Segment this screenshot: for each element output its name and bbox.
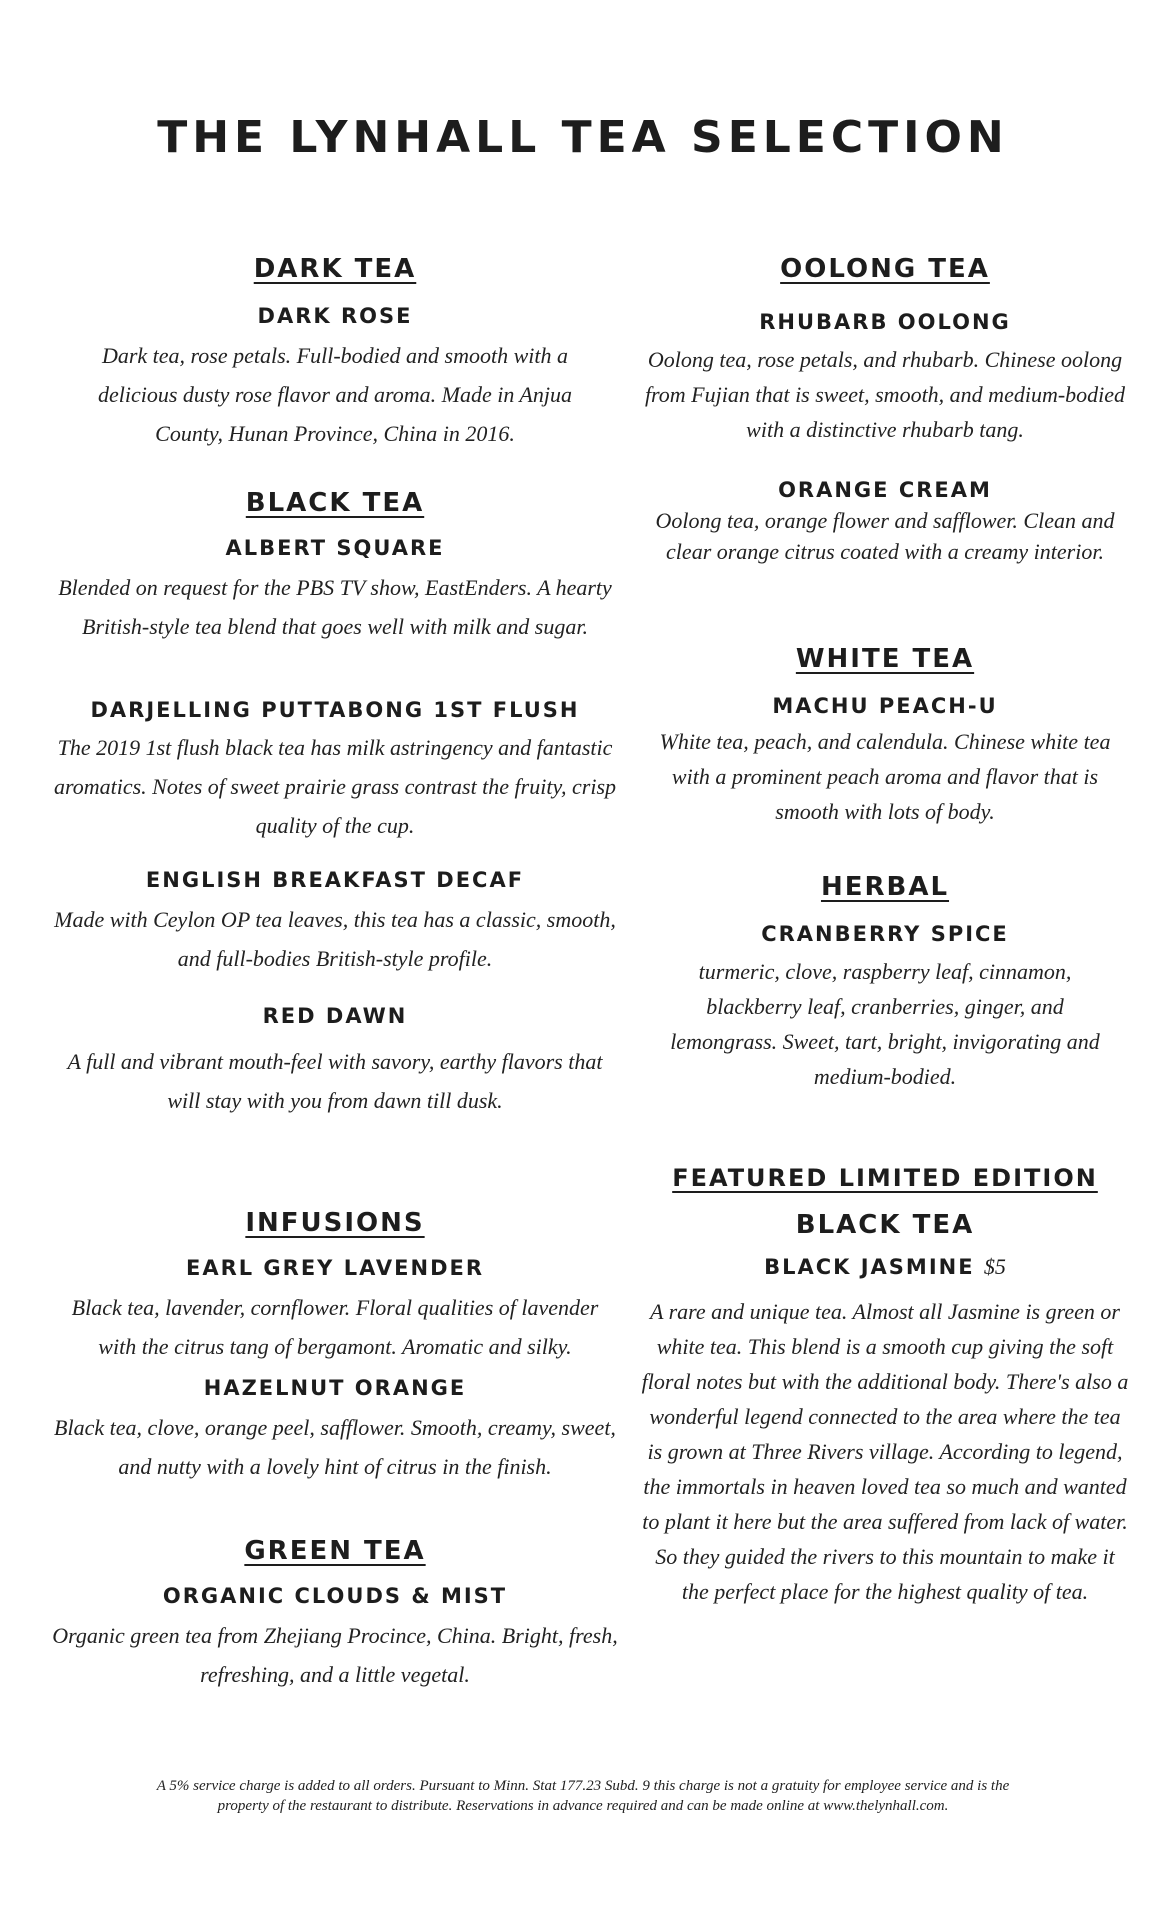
tea-name-hazelnut-orange: HAZELNUT ORANGE [203, 1376, 467, 1400]
section-heading-black-tea: BLACK TEA [245, 488, 425, 518]
right-column [640, 0, 1130, 1760]
section-heading-herbal: HERBAL [820, 872, 950, 902]
tea-desc-earl-grey-lavender: Black tea, lavender, cornflower. Floral qualities of lavender with the citrus tang of bergamont. Aromatic and silky. [71, 1295, 599, 1359]
section-heading-oolong-tea: OOLONG TEA [780, 254, 990, 284]
tea-desc-hazelnut-orange: Black tea, clove, orange peel, safflower. Smooth, creamy, sweet, and nutty with a lovely hint of citrus in the finish. [54, 1415, 616, 1479]
tea-name-machu-peach-u: MACHU PEACH-U [772, 694, 998, 718]
page-title: THE LYNHALL TEA SELECTION [157, 112, 1009, 163]
tea-name-black-jasmine [640, 1254, 1130, 1280]
tea-desc-organic-clouds-mist: Organic green tea from Zhejiang Procince, China. Bright, fresh, refreshing, and a little vegetal. [52, 1623, 618, 1687]
tea-desc-english-breakfast-decaf: Made with Ceylon OP tea leaves, this tea has a classic, smooth, and full-bodies British-style profile. [54, 907, 616, 971]
tea-desc-cranberry-spice: turmeric, clove, raspberry leaf, cinnamon, blackberry leaf, cranberries, ginger, and lemongrass. Sweet, tart, bright, invigorating and medium-bodied. [670, 959, 1100, 1089]
tea-desc-black-jasmine: A rare and unique tea. Almost all Jasmine is green or white tea. This blend is a smooth cup giving the soft floral notes but with the additional body. There's also a wonderful legend connected to the area where the tea is grown at Three Rivers village. According to legend, the immortals in heaven loved tea so much and wanted to plant it here but the area suffered from lack of water. So they guided the rivers to this mountain to make it the perfect place for the highest quality of tea. [641, 1299, 1129, 1604]
tea-desc-darjelling-puttabong: The 2019 1st flush black tea has milk astringency and fantastic aromatics. Notes of sweet prairie grass contrast the fruity, crisp quality of the cup. [53, 735, 617, 838]
tea-name-black-jasmine-label: BLACK JASMINE [764, 1255, 975, 1279]
tea-name-red-dawn: RED DAWN [262, 1004, 408, 1028]
section-heading-infusions: INFUSIONS [245, 1208, 425, 1238]
tea-name-organic-clouds-mist: ORGANIC CLOUDS & MIST [162, 1584, 508, 1608]
section-heading-dark-tea: DARK TEA [253, 254, 417, 284]
tea-desc-albert-square: Blended on request for the PBS TV show, EastEnders. A hearty British-style tea blend that goes well with milk and sugar. [58, 575, 612, 639]
section-heading-white-tea: WHITE TEA [795, 644, 975, 674]
tea-name-earl-grey-lavender: EARL GREY LAVENDER [185, 1256, 485, 1280]
tea-name-cranberry-spice: CRANBERRY SPICE [761, 922, 1009, 946]
footer-note: A 5% service charge is added to all orders. Pursuant to Minn. Stat 177.23 Subd. 9 this charge is not a gratuity for employee service and is the property of the restaurant to distribute. Reservations in advance required and can be made online at www.thelynhall.com. [156, 1778, 1010, 1814]
tea-name-albert-square: ALBERT SQUARE [225, 536, 445, 560]
tea-name-english-breakfast-decaf: ENGLISH BREAKFAST DECAF [145, 868, 525, 892]
tea-desc-red-dawn: A full and vibrant mouth-feel with savory, earthy flavors that will stay with you from dawn till dusk. [67, 1049, 603, 1113]
featured-subheading-black-tea: BLACK TEA [795, 1210, 975, 1240]
tea-name-darjelling-puttabong: DARJELLING PUTTABONG 1ST FLUSH [90, 698, 580, 722]
left-column [50, 0, 620, 1760]
tea-name-dark-rose: DARK ROSE [257, 304, 413, 328]
price-black-jasmine: $5 [983, 1254, 1006, 1279]
tea-desc-machu-peach-u: White tea, peach, and calendula. Chinese white tea with a prominent peach aroma and flavor that is smooth with lots of body. [659, 729, 1111, 824]
section-heading-green-tea: GREEN TEA [244, 1536, 426, 1566]
tea-desc-dark-rose: Dark tea, rose petals. Full-bodied and smooth with a delicious dusty rose flavor and aroma. Made in Anjua County, Hunan Province, China in 2016. [98, 343, 572, 446]
tea-name-rhubarb-oolong: RHUBARB OOLONG [759, 310, 1011, 334]
tea-desc-orange-cream: Oolong tea, orange flower and safflower. Clean and clear orange citrus coated with a creamy interior. [655, 508, 1115, 564]
tea-desc-rhubarb-oolong: Oolong tea, rose petals, and rhubarb. Chinese oolong from Fujian that is sweet, smooth, and medium-bodied with a distinctive rhubarb tang. [644, 347, 1126, 442]
section-heading-featured-limited-edition: FEATURED LIMITED EDITION [672, 1164, 1098, 1192]
tea-name-orange-cream: ORANGE CREAM [778, 478, 992, 502]
